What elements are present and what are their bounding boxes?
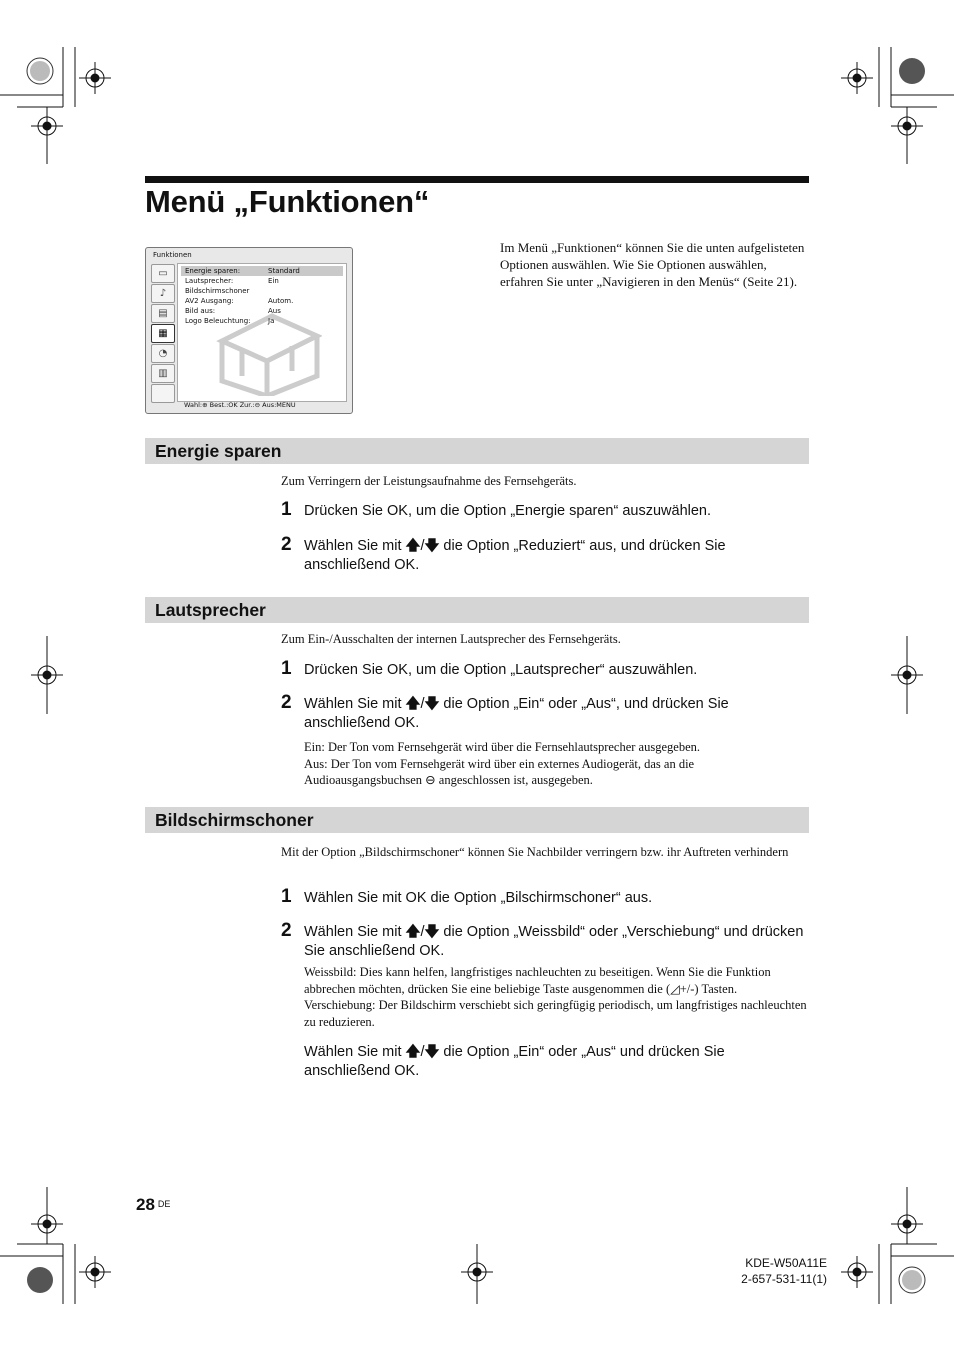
step-number: 1 (281, 499, 292, 520)
section-heading-lautsprecher: Lautsprecher (145, 597, 809, 623)
down-arrow-icon: 🡇 (424, 696, 440, 712)
up-arrow-icon: 🡅 (405, 696, 421, 712)
menu-footer: Wahl:⊕ Best.:OK Zur.:⊖ Aus:MENU (184, 401, 296, 409)
setup-icon: ◔ (151, 344, 175, 363)
section-heading-bildschirmschoner: Bildschirmschoner (145, 807, 809, 833)
step-text: Wählen Sie mit OK die Option „Bilschirmschoner“ aus. (304, 890, 653, 906)
section-description: Mit der Option „Bildschirmschoner“ können Sie Nachbilder verringern bzw. ihr Auftreten verhindern (281, 845, 789, 859)
menu-row: Energie sparen: Standard (181, 266, 343, 276)
audio-out-icon: ⊖ (425, 773, 436, 787)
menu-row: Lautsprecher: Ein (185, 277, 279, 285)
option-note: Weissbild: Dies kann helfen, langfristiges nachleuchten zu beseitigen. Wenn Sie die Funktion abbrechen möchten, drücken Sie eine beliebige Taste ausgenommen die (◿+/-) Tasten. Verschiebung: Der Bildschirm verschiebt sich geringfügig periodisch, um langfristiges nachleuchten zu reduzieren. (304, 965, 807, 1029)
step-text: Wählen Sie mit 🡅/🡇 die Option „Ein“ oder „Aus“, und drücken Sie anschließend OK. (304, 696, 729, 731)
features-icon: ▦ (151, 324, 175, 343)
up-arrow-icon: 🡅 (405, 924, 421, 940)
section-description: Zum Ein-/Ausschalten der internen Lautsprecher des Fernsehgeräts. (281, 632, 621, 646)
step-number: 2 (281, 692, 292, 713)
step-text: Drücken Sie OK, um die Option „Energie sparen“ auszuwählen. (304, 503, 712, 519)
step-text: Wählen Sie mit 🡅/🡇 die Option „Reduziert“ aus, und drücken Sie anschließend OK. (304, 538, 726, 573)
intro-text: Im Menü „Funktionen“ können Sie die unten aufgelisteten Optionen auswählen. Wie Sie Optionen auswählen, erfahren Sie unter „Navigieren in den Menüs“ (Seite 21). (500, 240, 805, 289)
option-note: Ein: Der Ton vom Fernsehgerät wird über die Fernsehlautsprecher ausgegeben. Aus: Der Ton vom Fernsehgerät wird über ein externes Audiogerät, das an die Audioausgangsbuchsen ⊖ angeschlossen ist, ausgegeben. (304, 740, 700, 787)
step-text: Drücken Sie OK, um die Option „Lautsprecher“ auszuwählen. (304, 662, 698, 678)
menu-row: Logo Beleuchtung: Ja (185, 317, 275, 325)
pc-icon: ▥ (151, 364, 175, 383)
step-number: 2 (281, 920, 292, 941)
up-arrow-icon: 🡅 (405, 538, 421, 554)
menu-row: Bildschirmschoner (185, 287, 250, 295)
screen-icon: ▤ (151, 304, 175, 323)
menu-icon-column (149, 262, 176, 402)
step-number: 2 (281, 534, 292, 555)
up-arrow-icon: 🡅 (405, 1044, 421, 1060)
menu-screenshot (145, 247, 353, 414)
volume-icon: ◿ (670, 981, 680, 996)
sound-icon: ♪ (151, 284, 175, 303)
picture-icon: ▭ (151, 264, 175, 283)
down-arrow-icon: 🡇 (424, 1044, 440, 1060)
page-number: 28 DE (136, 1195, 171, 1214)
down-arrow-icon: 🡇 (424, 538, 440, 554)
menu-row: AV2 Ausgang: Autom. (185, 297, 294, 305)
menu-row: Bild aus: Aus (185, 307, 281, 315)
blank-icon (151, 384, 175, 403)
menu-panel (177, 263, 347, 402)
menu-title: Funktionen (153, 251, 192, 259)
page-title: Menü „Funktionen“ (145, 184, 430, 219)
section-description: Zum Verringern der Leistungsaufnahme des Fernsehgeräts. (281, 474, 577, 488)
title-rule (145, 176, 809, 183)
step-text: Wählen Sie mit 🡅/🡇 die Option „Weissbild“ oder „Verschiebung“ und drücken Sie anschließend OK. (304, 924, 804, 959)
step-text: Wählen Sie mit 🡅/🡇 die Option „Ein“ oder „Aus“ und drücken Sie anschließend OK. (304, 1044, 725, 1079)
down-arrow-icon: 🡇 (424, 924, 440, 940)
model-info: KDE-W50A11E 2-657-531-11(1) (741, 1256, 827, 1286)
step-number: 1 (281, 658, 292, 679)
step-number: 1 (281, 886, 292, 907)
section-heading-energie: Energie sparen (145, 438, 809, 464)
